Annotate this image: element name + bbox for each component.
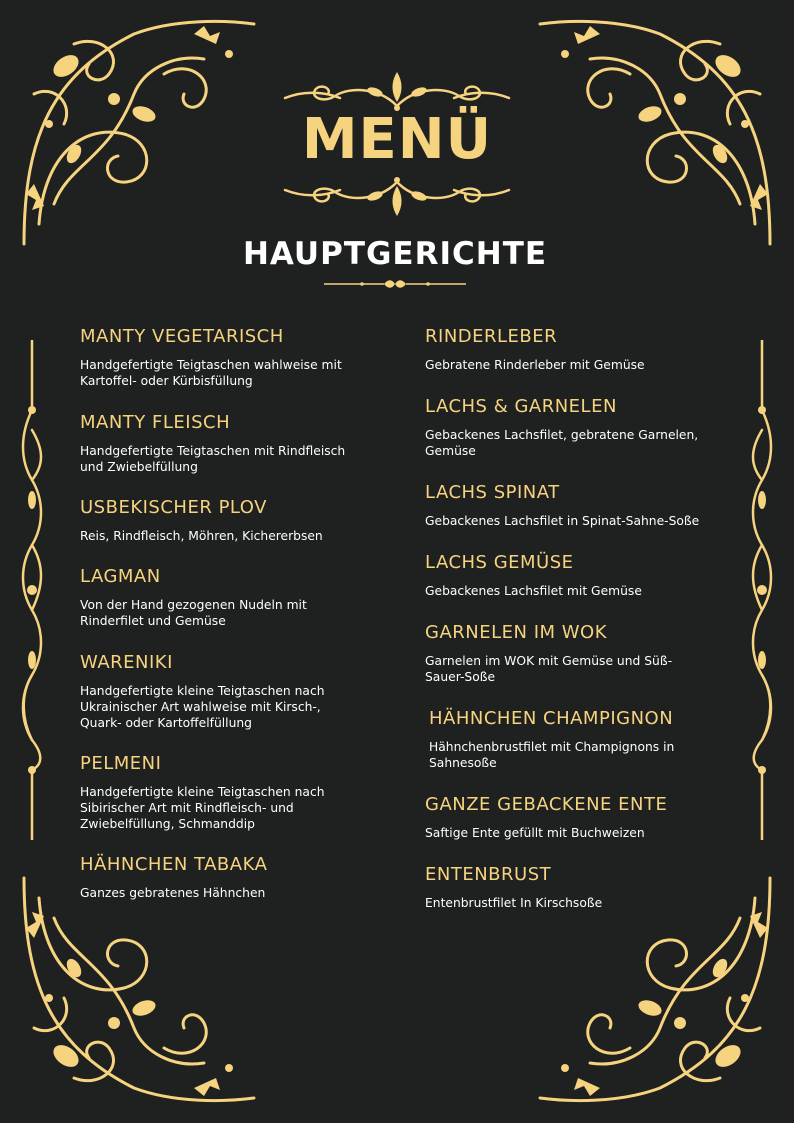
dish-description: Hähnchenbrustfilet mit Champignons in Sahnesoße — [429, 740, 675, 770]
title-flourish-bottom — [280, 176, 514, 220]
dish-name: HÄHNCHEN CHAMPIGNON — [429, 708, 674, 729]
dish-description: Von der Hand gezogenen Nudeln mit Rinderfilet und Gemüse — [80, 598, 307, 628]
dish-name: MANTY VEGETARISCH — [80, 326, 284, 347]
dish-name: LAGMAN — [80, 566, 161, 587]
section-heading: HAUPTGERICHTE — [242, 236, 548, 272]
menu-item — [425, 481, 745, 529]
dish-name: LACHS GEMÜSE — [425, 552, 574, 573]
menu-item — [425, 621, 745, 685]
dish-name: MANTY FLEISCH — [80, 412, 231, 433]
dish-description: Ganzes gebratenes Hähnchen — [80, 886, 266, 900]
dish-description: Saftige Ente gefüllt mit Buchweizen — [425, 826, 645, 840]
dish-description: Gebackenes Lachsfilet, gebratene Garnelen, Gemüse — [425, 428, 699, 458]
dish-description: Gebackenes Lachsfilet mit Gemüse — [425, 584, 642, 598]
title-flourish-top — [280, 68, 514, 112]
menu-item — [425, 551, 745, 599]
menu-item — [429, 707, 749, 771]
dish-name: RINDERLEBER — [425, 326, 558, 347]
menu-item — [425, 863, 745, 911]
dish-name: ENTENBRUST — [425, 864, 552, 885]
dish-description: Garnelen im WOK mit Gemüse und Süß- Sauer-Soße — [425, 654, 673, 684]
dish-name: GARNELEN IM WOK — [425, 622, 608, 643]
dish-description: Handgefertigte Teigtaschen wahlweise mit Kartoffel- oder Kürbisfüllung — [80, 358, 342, 388]
menu-item — [425, 325, 745, 373]
side-ornament-left — [16, 340, 48, 840]
menu-item — [80, 853, 400, 901]
dish-name: USBEKISCHER PLOV — [80, 497, 267, 518]
menu-item — [80, 565, 400, 629]
dish-description: Reis, Rindfleisch, Möhren, Kichererbsen — [80, 529, 323, 543]
menu-item — [80, 411, 400, 475]
menu-item — [80, 496, 400, 544]
dish-name: LACHS & GARNELEN — [425, 396, 617, 417]
menu-item — [80, 752, 400, 832]
dish-name: LACHS SPINAT — [425, 482, 560, 503]
dish-description: Gebackenes Lachsfilet in Spinat-Sahne-Soße — [425, 514, 700, 528]
menu-title: MENÜ — [301, 107, 493, 172]
menu-item — [425, 395, 745, 459]
dish-name: HÄHNCHEN TABAKA — [80, 854, 268, 875]
dish-name: PELMENI — [80, 753, 162, 774]
dish-description: Handgefertigte kleine Teigtaschen nach Ukrainischer Art wahlweise mit Kirsch-, Quark- oder Kartoffelfüllung — [80, 684, 325, 730]
menu-item — [425, 793, 745, 841]
dish-description: Entenbrustfilet In Kirschsoße — [425, 896, 603, 910]
heading-divider — [322, 278, 468, 290]
side-ornament-right — [746, 340, 778, 840]
dish-description: Handgefertigte kleine Teigtaschen nach Sibirischer Art mit Rindfleisch- und Zwiebelfüllung, Schmanddip — [80, 785, 325, 831]
menu-item — [80, 651, 400, 731]
dish-name: GANZE GEBACKENE ENTE — [425, 794, 668, 815]
dish-description: Handgefertigte Teigtaschen mit Rindfleisch und Zwiebelfüllung — [80, 444, 346, 474]
dish-description: Gebratene Rinderleber mit Gemüse — [425, 358, 645, 372]
menu-item — [80, 325, 400, 389]
dish-name: WARENIKI — [80, 652, 173, 673]
